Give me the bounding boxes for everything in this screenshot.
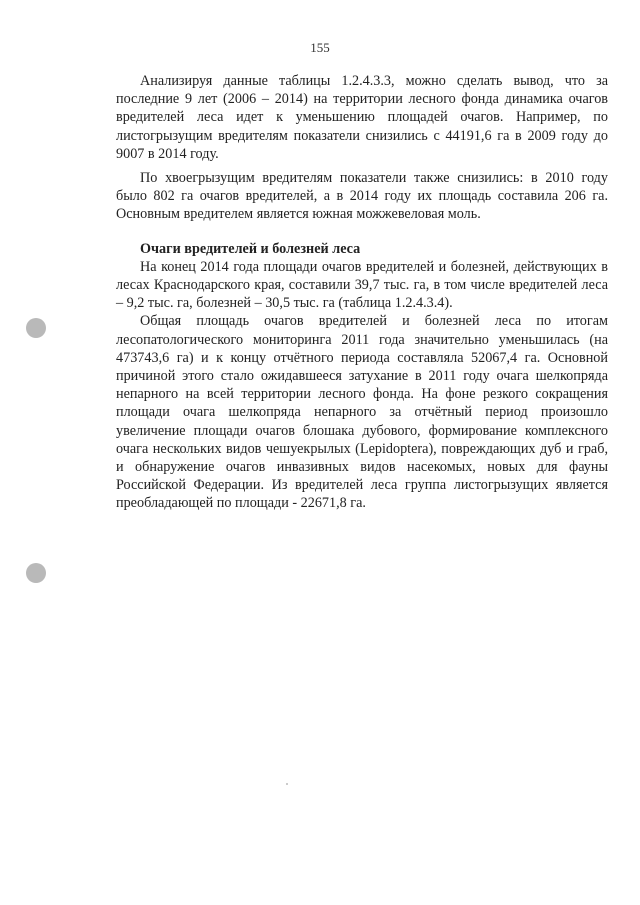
punch-hole-mark (26, 563, 46, 583)
punch-hole-mark (26, 318, 46, 338)
scan-speck (286, 783, 288, 785)
body-text (116, 72, 608, 513)
paragraph: На конец 2014 года площади очагов вредителей и болезней, действующих в лесах Краснодарского края, составили 39,7 тыс. га, в том числе вредителей леса – 9,2 тыс. га, болезней – 30,5 тыс. га (таблица 1.2.4.3.4). (116, 258, 608, 312)
paragraph: Общая площадь очагов вредителей и болезней леса по итогам лесопатологического мониторинга 2011 года значительно уменьшилась (на 473743,6 га) и к концу отчётного периода составляла 52067,4 га. Основной причиной этого стало ожидавшееся затухание в 2011 году очага шелкопряда непарного на всей территории лесного фонда. На фоне резкого сокращения площади очага шелкопряда непарного за отчётный период произошло увеличение площади очагов блошака дубового, формирование комплексного очага нескольких видов чешуекрылых (Lepidoptera), повреждающих дуб и граб, и обнаружение очагов инвазивных видов насекомых, новых для фауны Российской Федерации. Из вредителей леса группа листогрызущих является преобладающей по площади - 22671,8 га. (116, 313, 608, 512)
page-number: 155 (310, 40, 330, 55)
paragraph: По хвоегрызущим вредителям показатели также снизились: в 2010 году было 802 га очагов вредителей, а в 2014 году их площадь составила 206 га. Основным вредителем является южная можжевеловая моль. (116, 170, 608, 223)
paragraph: Анализируя данные таблицы 1.2.4.3.3, можно сделать вывод, что за последние 9 лет (2006 – 2014) на территории лесного фонда динамика очагов вредителей леса идет к уменьшению площадей очагов. Например, по листогрызущим вредителям показатели снизились с 44191,6 га в 2009 году до 9007 в 2014 году. (116, 73, 608, 162)
section-heading: Очаги вредителей и болезней леса (140, 240, 361, 257)
